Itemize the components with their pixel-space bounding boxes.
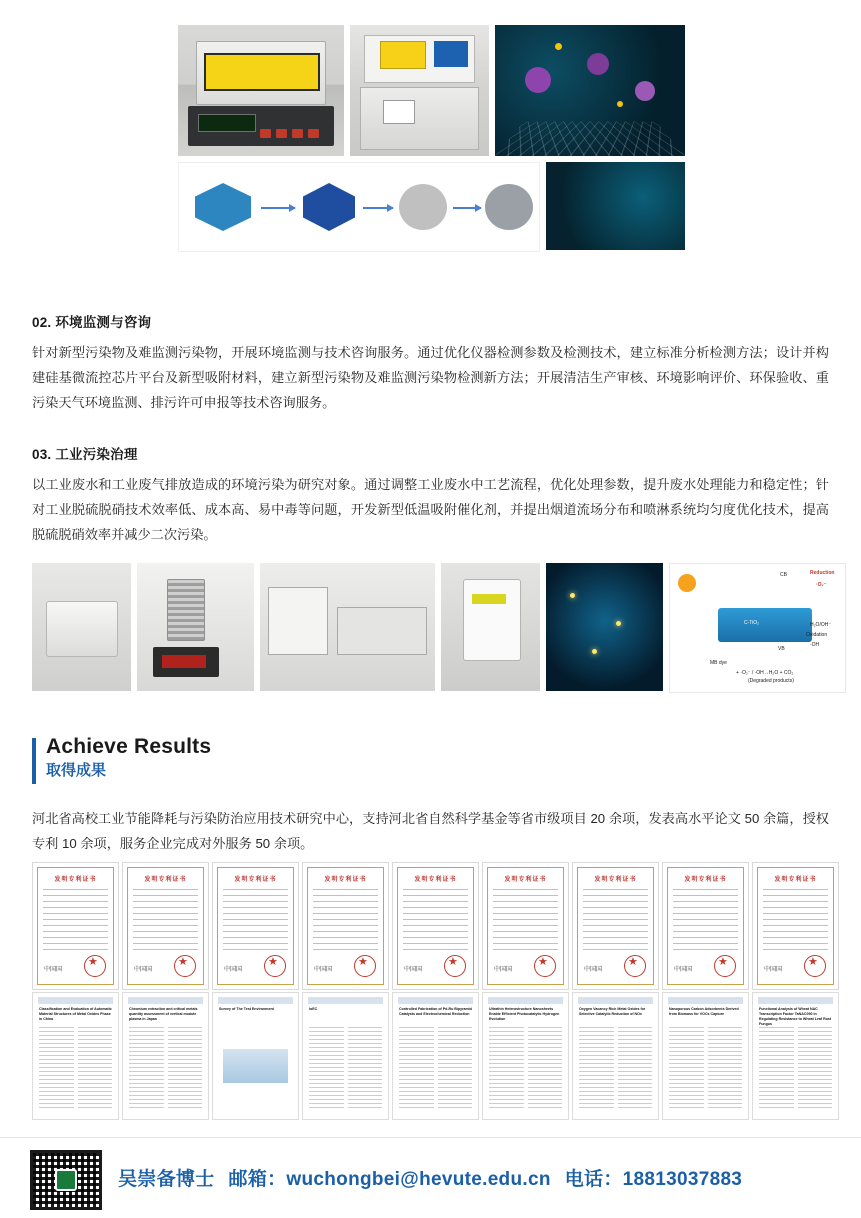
patent-certificate bbox=[752, 862, 839, 990]
publication-page bbox=[302, 992, 389, 1120]
muffle-furnace-photo bbox=[178, 25, 344, 156]
patent-certificate bbox=[32, 862, 119, 990]
vb-label: VB bbox=[778, 646, 785, 652]
publication-page bbox=[572, 992, 659, 1120]
certificate-seal-icon bbox=[84, 955, 106, 977]
certificate-text-lines bbox=[583, 889, 648, 951]
detector-unit bbox=[268, 587, 328, 655]
process-arrow bbox=[363, 207, 393, 209]
digital-display bbox=[162, 655, 206, 668]
synthesis-scheme-diagram bbox=[178, 162, 540, 252]
certificate-title: 发明专利证书 bbox=[414, 877, 457, 883]
sieve-stack bbox=[167, 579, 205, 641]
footer-contact-bar bbox=[0, 1137, 861, 1218]
achieve-results-body: 河北省高校工业节能降耗与污染防治应用技术研究中心，支持河北省自然科学基金等省市级项目 20 余项，发表高水平论文 50 余篇，授权专利 10 余项，服务企业完成对外服务 50 余项。 bbox=[32, 811, 829, 851]
paper-columns bbox=[759, 1027, 832, 1111]
certificate-title: 发明专利证书 bbox=[144, 877, 187, 883]
shaker-controller bbox=[153, 647, 219, 677]
reduction-label: Reduction bbox=[810, 570, 835, 576]
energy-spark bbox=[592, 649, 597, 654]
certificate-seal-icon bbox=[714, 955, 736, 977]
certificate-signature: 中国国 bbox=[314, 967, 333, 973]
catalysis-mechanism-illustration bbox=[546, 563, 663, 691]
sunlight-icon bbox=[678, 574, 696, 592]
patent-certificate bbox=[662, 862, 749, 990]
top-gallery-row-1 bbox=[178, 25, 685, 156]
water-hydroxide-label: H₂O/OH⁻ bbox=[810, 622, 831, 628]
journal-header bbox=[578, 997, 653, 1004]
paper-columns bbox=[39, 1027, 112, 1111]
top-image-gallery bbox=[178, 25, 685, 252]
safety-notice-icon bbox=[434, 41, 468, 67]
furnace-button bbox=[308, 129, 319, 138]
accent-bar bbox=[32, 738, 36, 784]
publication-page bbox=[662, 992, 749, 1120]
paper-columns bbox=[489, 1027, 562, 1111]
wechat-qr-code-icon[interactable] bbox=[30, 1150, 102, 1210]
paper-title: Controlled Fabrication of Pd-Ru Bipyramid Catalysts and Electrochemical Reduction bbox=[399, 1007, 472, 1016]
heading-english: Achieve Results bbox=[46, 735, 212, 758]
certificate-title: 发明专利证书 bbox=[504, 877, 547, 883]
furnace-display bbox=[198, 114, 256, 132]
certificate-seal-icon bbox=[804, 955, 826, 977]
certificate-seal-icon bbox=[444, 955, 466, 977]
hydroxyl-radical-label: ·OH bbox=[810, 642, 820, 648]
certificate-text-lines bbox=[403, 889, 468, 951]
furnace-button bbox=[276, 129, 287, 138]
certificate-text-lines bbox=[133, 889, 198, 951]
paper-columns bbox=[399, 1027, 472, 1111]
water-purifier-photo bbox=[441, 563, 540, 691]
catalyst-slab bbox=[718, 608, 812, 642]
journal-header bbox=[668, 997, 743, 1004]
chromatograph-photo bbox=[260, 563, 435, 691]
section-body: 以工业废水和工业废气排放造成的环境污染为研究对象。通过调整工业废水中工艺流程，优化处理参数，提升废水处理能力和稳定性；针对工业脱硫脱硝技术效率低、成本高、易中毒等问题，开发新型低温吸附催化剂，并提出烟道流场分布和喷淋系统均匀度优化技术，提高脱硫脱硝效率并减少二次污染。 bbox=[32, 477, 829, 542]
contact-line bbox=[118, 1164, 742, 1191]
products-label: (Degraded products) bbox=[748, 678, 794, 684]
patent-certificate-gallery bbox=[32, 862, 839, 990]
journal-header bbox=[38, 997, 113, 1004]
patent-certificate bbox=[212, 862, 299, 990]
particle-cluster-1 bbox=[399, 184, 447, 230]
paper-columns bbox=[129, 1027, 202, 1111]
journal-header bbox=[128, 997, 203, 1004]
certificate-signature: 中国国 bbox=[404, 967, 423, 973]
purifier-display bbox=[472, 594, 506, 604]
particle-cluster-2 bbox=[485, 184, 533, 230]
paper-title: Survey of The Test Environment bbox=[219, 1007, 274, 1011]
paper-columns bbox=[669, 1027, 742, 1111]
certificate-title: 发明专利证书 bbox=[594, 877, 637, 883]
contact-name: 吴崇备博士 bbox=[118, 1169, 215, 1190]
sieve-shaker-photo bbox=[137, 563, 254, 691]
certificate-title: 发明专利证书 bbox=[774, 877, 817, 883]
paper-title: Ultrathin Heterostructure Nanosheets Enable Efficient Photocatalytic Hydrogen Evolution bbox=[489, 1007, 560, 1021]
publication-page bbox=[752, 992, 839, 1120]
purifier-body bbox=[463, 579, 521, 661]
highlight-dot bbox=[617, 101, 623, 107]
furnace-button bbox=[292, 129, 303, 138]
certificate-signature: 中国国 bbox=[134, 967, 153, 973]
certificate-signature: 中国国 bbox=[764, 967, 783, 973]
process-arrow bbox=[453, 207, 481, 209]
section-body: 针对新型污染物及难监测污染物，开展环境监测与技术咨询服务。通过优化仪器检测参数及检测技术，建立标准分析检测方法；设计并构建硅基微流控芯片平台及新型吸附材料，建立新型污染物及难监测污染物检测新方法；开展清洁生产审核、环境影响评价、环保验收、重污染天气环境监测、排污许可申报等技术咨询服务。 bbox=[32, 345, 829, 410]
publication-page bbox=[122, 992, 209, 1120]
certificate-text-lines bbox=[223, 889, 288, 951]
crystal-shape-2 bbox=[303, 183, 355, 231]
journal-header bbox=[488, 997, 563, 1004]
photocatalysis-illustration bbox=[546, 162, 685, 250]
analyzer-instrument-photo bbox=[32, 563, 131, 691]
furnace-button bbox=[260, 129, 271, 138]
certificate-text-lines bbox=[673, 889, 738, 951]
instrument-body bbox=[46, 601, 118, 657]
experiment-cabinet-photo bbox=[350, 25, 489, 156]
particle bbox=[587, 53, 609, 75]
patent-certificate bbox=[572, 862, 659, 990]
control-unit bbox=[337, 607, 427, 655]
patent-certificate bbox=[122, 862, 209, 990]
publication-page bbox=[482, 992, 569, 1120]
paper-columns bbox=[579, 1027, 652, 1111]
certificate-text-lines bbox=[313, 889, 378, 951]
journal-header bbox=[218, 997, 293, 1004]
superoxide-label: ·O₂⁻ bbox=[816, 582, 827, 588]
photocatalytic-degradation-diagram bbox=[669, 563, 846, 693]
paper-title: Classification and Evaluation of Automatic Material Structures of Metal Oxides Phase in China bbox=[39, 1007, 112, 1021]
energy-spark bbox=[616, 621, 621, 626]
certificate-title: 发明专利证书 bbox=[684, 877, 727, 883]
section-environmental-monitoring bbox=[32, 311, 829, 415]
certificate-signature: 中国国 bbox=[44, 967, 63, 973]
patent-certificate bbox=[392, 862, 479, 990]
crystal-shape-1 bbox=[195, 183, 251, 231]
high-voltage-warning-icon bbox=[380, 41, 426, 69]
publication-page bbox=[212, 992, 299, 1120]
equation-label: + ·O₂⁻ / ·OH→H₂O + CO₂ bbox=[736, 670, 794, 676]
certificate-seal-icon bbox=[624, 955, 646, 977]
paper-figure bbox=[223, 1049, 288, 1083]
phone-label: 电话： bbox=[564, 1169, 623, 1190]
certificate-title: 发明专利证书 bbox=[324, 877, 367, 883]
certificate-title: 发明专利证书 bbox=[234, 877, 277, 883]
certificate-seal-icon bbox=[264, 955, 286, 977]
publication-gallery bbox=[32, 992, 839, 1120]
energy-spark bbox=[570, 593, 575, 598]
highlight-dot bbox=[555, 43, 562, 50]
journal-header bbox=[758, 997, 833, 1004]
certificate-seal-icon bbox=[174, 955, 196, 977]
oxidation-label: Oxidation bbox=[806, 632, 828, 638]
cb-label: CB bbox=[780, 572, 787, 578]
certificate-seal-icon bbox=[534, 955, 556, 977]
dye-label: MB dye bbox=[710, 660, 727, 666]
particle bbox=[525, 67, 551, 93]
nanomaterial-illustration bbox=[495, 25, 685, 156]
section-title: 02. 环境监测与咨询 bbox=[32, 315, 152, 330]
certificate-signature: 中国国 bbox=[584, 967, 603, 973]
certificate-signature: 中国国 bbox=[674, 967, 693, 973]
paper-title: Functional Analysis of Wheat NAC Transcription Factor TaNAC090 in Regulating Resistance to Wheat Leaf Rust Fungus bbox=[759, 1007, 832, 1026]
certificate-signature: 中国国 bbox=[224, 967, 243, 973]
certificate-title: 发明专利证书 bbox=[54, 877, 97, 883]
publication-page bbox=[32, 992, 119, 1120]
furnace-control-panel bbox=[188, 106, 334, 146]
journal-header bbox=[308, 997, 383, 1004]
certificate-signature: 中国国 bbox=[494, 967, 513, 973]
cabinet-body bbox=[360, 87, 479, 150]
lattice-mesh bbox=[495, 122, 685, 156]
publication-page bbox=[392, 992, 479, 1120]
certificate-text-lines bbox=[763, 889, 828, 951]
paper-title: Oxygen Vacancy Rich Metal Oxides for Selective Catalytic Reduction of NOx bbox=[579, 1007, 646, 1016]
paper-columns bbox=[309, 1027, 382, 1111]
process-arrow bbox=[261, 207, 295, 209]
contact-phone[interactable]: 18813037883 bbox=[622, 1169, 743, 1190]
particle bbox=[635, 81, 655, 101]
top-gallery-row-2 bbox=[178, 162, 685, 252]
contact-email[interactable]: wuchongbei@hevute.edu.cn bbox=[286, 1169, 551, 1190]
paper-title: Nanoporous Carbon Adsorbents Derived from Biomass for VOCs Capture bbox=[669, 1007, 739, 1016]
journal-header bbox=[398, 997, 473, 1004]
catalyst-label: C-TiO₂ bbox=[744, 620, 760, 626]
achieve-results-body-wrap bbox=[32, 806, 829, 856]
patent-certificate bbox=[302, 862, 389, 990]
section-title: 03. 工业污染治理 bbox=[32, 447, 138, 462]
certificate-seal-icon bbox=[354, 955, 376, 977]
patent-certificate bbox=[482, 862, 569, 990]
heading-chinese: 取得成果 bbox=[46, 762, 107, 779]
paper-title: Chromium extraction and critical metals quantity assessment of vertical module plasma in Japan bbox=[129, 1007, 198, 1021]
cabinet-gauge bbox=[383, 100, 415, 124]
section-industrial-pollution-control bbox=[32, 443, 829, 547]
paper-title: IoEC bbox=[309, 1007, 318, 1011]
mid-image-gallery bbox=[32, 563, 846, 693]
certificate-text-lines bbox=[43, 889, 108, 951]
email-label: 邮箱： bbox=[228, 1169, 287, 1190]
achieve-results-heading bbox=[32, 734, 211, 782]
certificate-text-lines bbox=[493, 889, 558, 951]
